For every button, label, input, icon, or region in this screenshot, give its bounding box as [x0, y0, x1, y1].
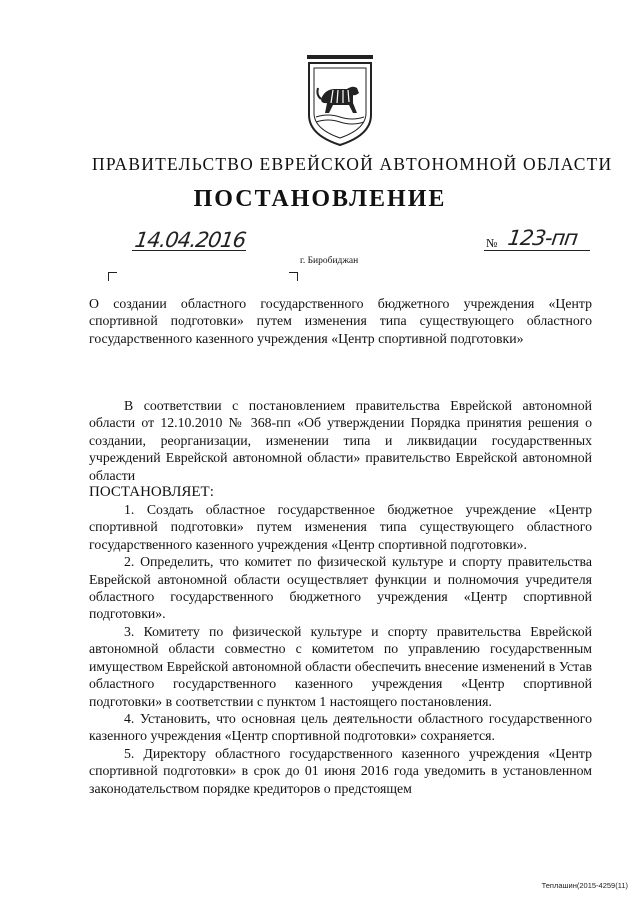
date-underline [132, 250, 246, 251]
document-subject: О создании областного государственного бюджетного учреждения «Центр спортивной подготовки» путем изменения типа существующего областного государственного казенного учреждения «Центр спортивной подготовки» [89, 296, 592, 346]
clause-2: 2. Определить, что комитет по физической культуре и спорту правительства Еврейской автономной области осуществляет функции и полномочия учредителя областного государственного бюджетного учреждения «Центр спортивной подготовки». [89, 554, 592, 622]
subject-bracket-left [108, 272, 117, 281]
handwritten-number: 123-пп [506, 226, 579, 250]
subject-bracket-right [289, 272, 298, 281]
document-body [89, 397, 592, 797]
clause-1: 1. Создать областное государственное бюджетное учреждение «Центр спортивной подготовки» путем изменения типа существующего областного государственного казенного учреждения «Центр спортивной подготовки». [89, 502, 592, 552]
number-underline [484, 250, 590, 251]
clause-4: 4. Установить, что основная цель деятельности областного государственного казенного учреждения «Центр спортивной подготовки» сохраняется. [89, 710, 592, 744]
government-title: ПРАВИТЕЛЬСТВО ЕВРЕЙСКОЙ АВТОНОМНОЙ ОБЛАСТИ [92, 154, 613, 174]
clause-3: 3. Комитету по физической культуре и спорту правительства Еврейской автономной области совместно с комитетом по управлению государственным имуществом Еврейской автономной области обеспечить внесение изменений в Устав областного государственного казенного учреждения «Центр спортивной подготовки» в соответствии с пунктом 1 настоящего постановления. [89, 623, 592, 709]
handwritten-date: 14.04.2016 [133, 228, 247, 252]
resolves-heading: ПОСТАНОВЛЯЕТ: [89, 484, 214, 501]
number-prefix: № [486, 236, 498, 250]
clause-5: 5. Директору областного государственного казенного учреждения «Центр спортивной подготовки» в срок до 01 июня 2016 года уведомить в установленном законодательством порядке кредиторов о предстоящем [89, 745, 592, 796]
coat-of-arms-emblem [303, 55, 377, 147]
city-label: г. Биробиджан [300, 256, 359, 266]
preamble-paragraph: В соответствии с постановлением правительства Еврейской автономной области от 12.10.2010 № 368-пп «Об утверждении Порядка принятия решения о создании, реорганизации, изменении типа и ликвидации государственных учреждений Еврейской автономной области» правительство Еврейской автономной области [89, 398, 592, 483]
footer-code: Теплашин(2015-4259(11) [541, 881, 628, 890]
document-type-title: ПОСТАНОВЛЕНИЕ [193, 186, 447, 212]
